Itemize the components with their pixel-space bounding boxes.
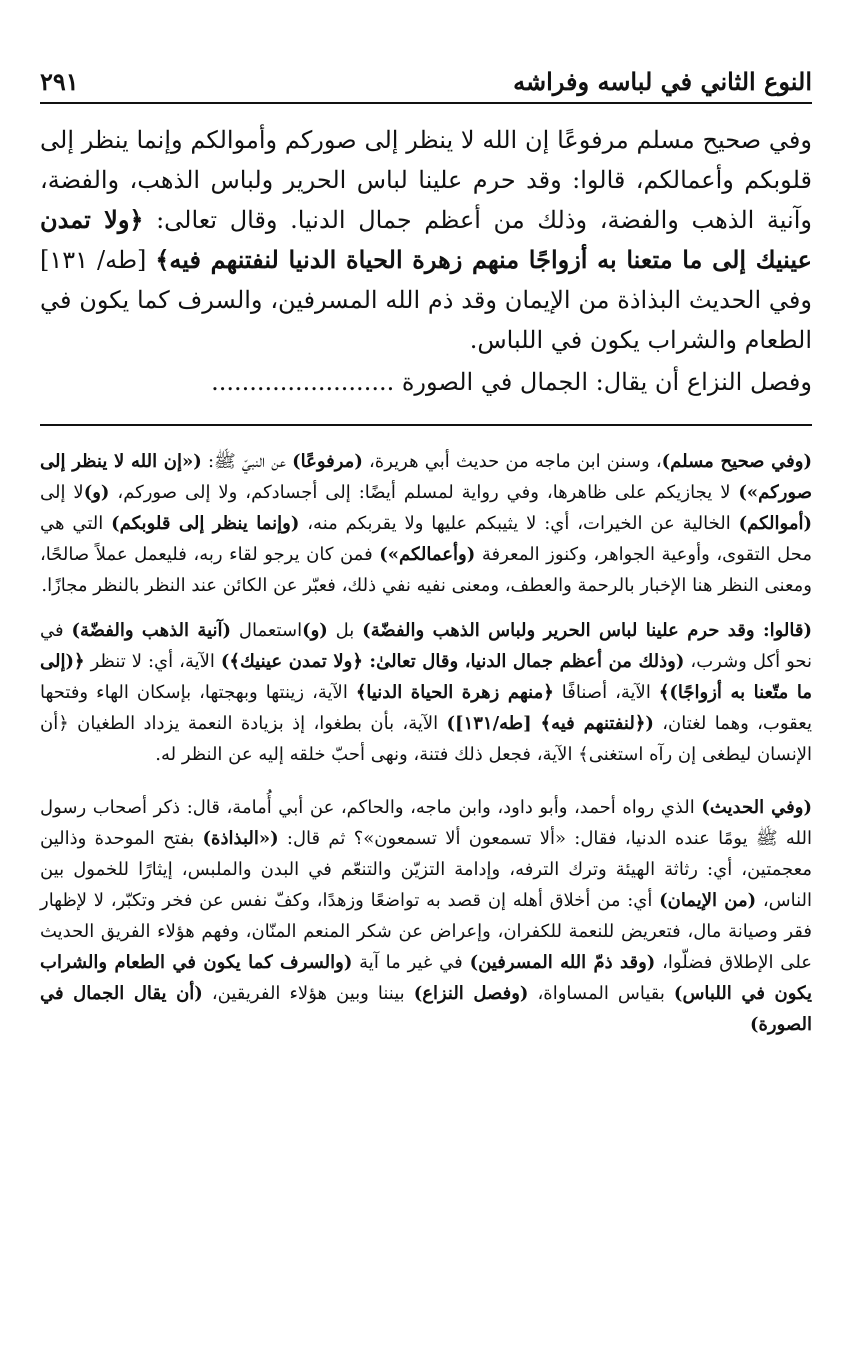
- commentary-text: لا يجازيكم على ظاهرها، وفي رواية لمسلم أيضًا: إلى أجسادكم، ولا إلى صوركم،: [109, 482, 739, 503]
- commentary-text: الآية، بأن بطغوا، إذ بزيادة النعمة يزداد الطغيان ﴿أن الإنسان ليطغى إن رآه استغنى﴾ الآية، فجعل ذلك فتنة، ونهى أحبّ خلقه إليه عن النظر له.: [40, 713, 812, 765]
- commentary-lemma: (آنية الذهب والفضّة): [71, 620, 232, 641]
- commentary-lemma: (و): [302, 620, 328, 641]
- commentary-lemma: (أن يقال الجمال في الصورة): [40, 983, 812, 1035]
- quran-verse: ﴿ولا تمدن عينيك إلى ما متعنا به أزواجًا منهم زهرة الحياة الدنيا لنفتنهم فيه﴾: [40, 205, 812, 274]
- commentary-lemma: (أموالكم): [738, 513, 812, 534]
- commentary-text: عن النبيّ ﷺ:: [201, 451, 293, 472]
- page-number: ٢٩١: [40, 67, 79, 96]
- commentary-text: بقياس المساواة،: [528, 983, 674, 1004]
- commentary: [40, 446, 812, 1040]
- commentary-lemma: ﴿منهم زهرة الحياة الدنيا﴾: [355, 682, 554, 703]
- commentary-lemma: (وقد ذمّ الله المسرفين): [469, 952, 656, 973]
- commentary-text: الآية، أي: لا تنظر: [84, 651, 221, 672]
- commentary-lemma: (﴿لنفتنهم فيه﴾ [طه/١٣١]): [446, 713, 654, 734]
- commentary-text: فمن كان يرجو لقاء ربه، فليعمل عملاً صالحًا، ومعنى النظر هنا الإخبار بالرحمة والعطف، ومعنى نفيه نفي ذلك، فعبّر عن الكائن عند النظر بالنظر مجازًا.: [40, 544, 812, 596]
- commentary-text: في غير ما آية: [352, 952, 470, 973]
- commentary-text: استعمال: [231, 620, 303, 641]
- commentary-paragraph-3: [40, 792, 812, 1040]
- running-header: [40, 56, 812, 96]
- commentary-text: في نحو أكل وشرب،: [40, 620, 813, 672]
- main-text: [40, 120, 812, 402]
- chapter-title: النوع الثاني في لباسه وفراشه: [513, 67, 812, 96]
- commentary-text: الآية، زينتها وبهجتها، بإسكان الهاء وفتحها يعقوب، وهما لغتان،: [40, 682, 812, 734]
- commentary-text: أي: من أخلاق أهله إن قصد به تواضعًا وزهدًا، وكفّ نفس عن فخر وتكبّر، لا لإظهار فقر وصيانة مال، فتعريض للنعمة للكفران، وإعراض عن شكر المنعم المنّان، وفهم هؤلاء الفريق الحديث على الإطلاق فضلّوا،: [40, 890, 813, 973]
- main-paragraph-2: وفصل النزاع أن يقال: الجمال في الصورة ........................: [211, 368, 812, 396]
- commentary-lemma: (وأعمالكم»): [379, 544, 476, 565]
- main-text-part-b: [طه/ ١٣١] وفي الحديث البذاذة من الإيمان وقد ذم الله المسرفين، والسرف كما يكون في الطعام والشراب يكون في اللباس.: [40, 246, 812, 354]
- commentary-text: بفتح الموحدة وذالين معجمتين، أي: رثاثة الهيئة وترك الترفه، وإدامة التزيّن والتنعّم في البدن والملبس، إيثارًا للخمول بين الناس،: [40, 828, 813, 911]
- commentary-text: لا إلى: [40, 482, 84, 503]
- header-rule: [40, 102, 812, 104]
- commentary-text: بل: [327, 620, 363, 641]
- commentary-lemma: (وفي صحيح مسلم): [661, 451, 812, 472]
- commentary-lemma: ﴿(إلى ما متّعنا به أزواجًا)﴾: [40, 651, 812, 703]
- commentary-text: التي هي محل التقوى، وأوعية الجواهر، وكنوز المعرفة: [40, 513, 812, 565]
- commentary-lemma: (وفصل النزاع): [413, 983, 529, 1004]
- commentary-text: بيننا وبين هؤلاء الفريقين،: [202, 983, 414, 1004]
- commentary-paragraph-1: [40, 446, 812, 601]
- commentary-lemma: (وفي الحديث): [701, 797, 812, 818]
- commentary-lemma: (و): [83, 482, 110, 503]
- main-paragraph-1: [40, 120, 812, 360]
- main-text-part-a: وفي صحيح مسلم مرفوعًا إن الله لا ينظر إلى صوركم وأموالكم وإنما ينظر إلى قلوبكم وأعمالكم، قالوا: وقد حرم علينا لباس الحرير ولباس الذهب، والفضة، وآنية الذهب والفضة، وذلك من أعظم جمال الدنيا. وقال تعالى:: [40, 126, 812, 234]
- commentary-text: الآية، أصنافًا: [553, 682, 659, 703]
- commentary-lemma: («إن الله لا ينظر إلى صوركم»): [40, 451, 812, 503]
- commentary-lemma: («البذاذة): [202, 828, 279, 849]
- commentary-lemma: (وإنما ينظر إلى قلوبكم): [111, 513, 300, 534]
- commentary-text: الخالية عن الخيرات، أي: لا يثيبكم عليها ولا يقربكم منه،: [299, 513, 739, 534]
- commentary-lemma: (وذلك من أعظم جمال الدنيا، وقال تعالىٰ: ﴿ولا تمدن عينيك﴾): [220, 651, 685, 672]
- commentary-lemma: (والسرف كما يكون في الطعام والشراب يكون في اللباس): [40, 952, 812, 1004]
- commentary-paragraph-2: [40, 615, 812, 770]
- commentary-text: ، وسنن ابن ماجه من حديث أبي هريرة،: [362, 451, 662, 472]
- commentary-rule: [40, 424, 812, 426]
- commentary-lemma: (من الإيمان): [659, 890, 757, 911]
- commentary-lemma: (مرفوعًا): [292, 451, 363, 472]
- commentary-lemma: (قالوا: وقد حرم علينا لباس الحرير ولباس الذهب والفضّة): [362, 620, 812, 641]
- commentary-text: الذي رواه أحمد، وأبو داود، وابن ماجه، والحاكم، عن أبي أُمامة، قال: ذكر أصحاب رسول الله ﷺ يومًا عنده الدنيا، فقال: «ألا تسمعون ألا تسمعون»؟ ثم قال:: [40, 797, 812, 849]
